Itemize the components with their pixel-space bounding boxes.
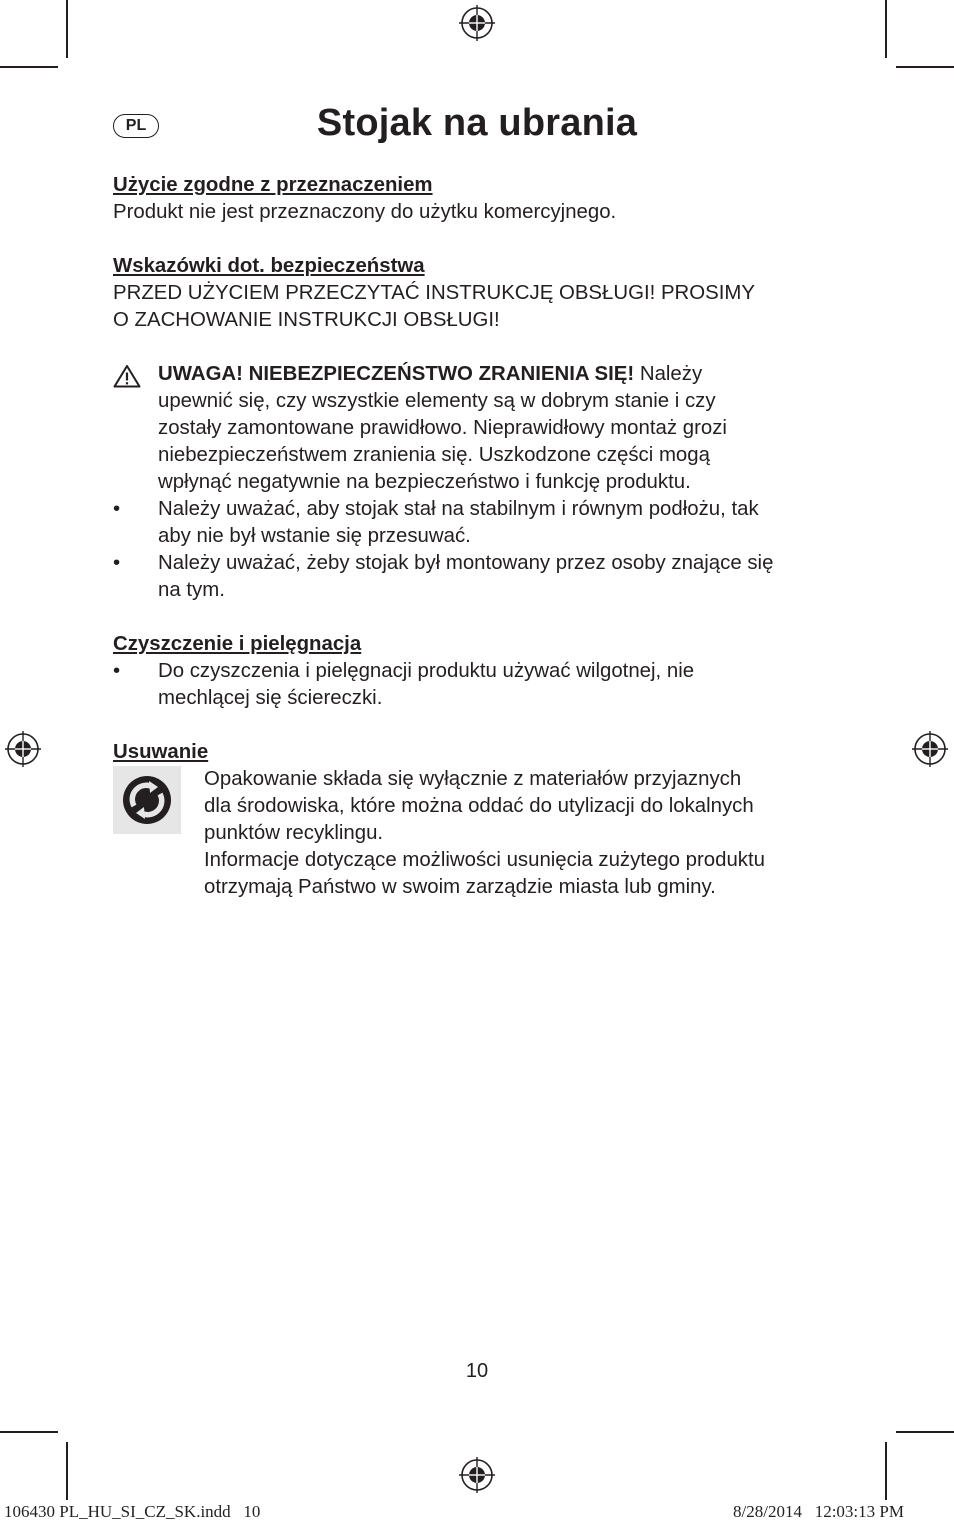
section-intended-use [113, 172, 853, 226]
section-heading: Użycie zgodne z przeznaczeniem [113, 174, 433, 196]
warning-label: UWAGA! NIEBEZPIECZEŃSTWO ZRANIENIA SIĘ! [158, 363, 635, 385]
section-cleaning [113, 631, 853, 712]
registration-mark-icon [459, 1457, 495, 1493]
bullet-line: mechlącej się ściereczki. [158, 687, 383, 709]
disposal-block [113, 766, 853, 901]
crop-mark [0, 66, 58, 68]
crop-mark [0, 1431, 58, 1433]
manual-content [113, 172, 853, 901]
disposal-line: Informacje dotyczące możliwości usunięcia zużytego produktu [204, 849, 766, 871]
disposal-line: punktów recyklingu. [204, 822, 384, 844]
warning-line [158, 361, 853, 388]
bullet-line: na tym. [158, 579, 225, 601]
warning-line: zostały zamontowane prawidłowo. Nieprawidłowy montaż grozi [158, 417, 727, 439]
bullet-line: Do czyszczenia i pielęgnacji produktu używać wilgotnej, nie [158, 660, 695, 682]
section-disposal [113, 739, 853, 901]
footer-filename: 106430 PL_HU_SI_CZ_SK.indd 10 [4, 1502, 261, 1521]
warning-block [113, 361, 853, 496]
bullet-item [113, 658, 853, 712]
disposal-line: dla środowiska, które można oddać do utylizacji do lokalnych [204, 795, 754, 817]
disposal-line: Opakowanie składa się wyłącznie z materiałów przyjaznych [204, 768, 742, 790]
crop-mark [66, 0, 68, 58]
crop-mark [896, 66, 954, 68]
warning-line: upewnić się, czy wszystkie elementy są w dobrym stanie i czy [158, 390, 716, 412]
section-heading: Czyszczenie i pielęgnacja [113, 633, 362, 655]
bullet-line: Należy uważać, żeby stojak był montowany przez osoby znające się [158, 552, 774, 574]
section-heading: Wskazówki dot. bezpieczeństwa [113, 255, 425, 277]
page-title: Stojak na ubrania [316, 102, 638, 144]
bullet-line: aby nie był wstanie się przesuwać. [158, 525, 471, 547]
language-badge: PL [113, 114, 159, 138]
bullet-item [113, 496, 853, 550]
section-safety [113, 253, 853, 604]
crop-mark [885, 1442, 887, 1500]
bullet-line: Należy uważać, aby stojak stał na stabilnym i równym podłożu, tak [158, 498, 759, 520]
section-heading: Usuwanie [113, 741, 209, 763]
bullet-marker: • [113, 498, 121, 520]
paragraph: Produkt nie jest przeznaczony do użytku komercyjnego. [113, 201, 617, 223]
page-number: 10 [465, 1360, 489, 1382]
crop-mark [66, 1442, 68, 1500]
warning-text: Należy [634, 363, 703, 385]
paragraph-line: O ZACHOWANIE INSTRUKCJI OBSŁUGI! [113, 309, 500, 331]
registration-mark-icon [5, 731, 41, 767]
warning-line: wpłynąć negatywnie na bezpieczeństwo i funkcję produktu. [158, 471, 691, 493]
bullet-marker: • [113, 552, 121, 574]
bullet-marker: • [113, 660, 121, 682]
bullet-item [113, 550, 853, 604]
recycle-icon-box [113, 766, 181, 834]
crop-mark [896, 1431, 954, 1433]
footer-timestamp: 8/28/2014 12:03:13 PM [733, 1502, 904, 1521]
warning-triangle-icon [113, 364, 141, 388]
recycle-green-dot-icon [113, 766, 181, 834]
crop-mark [885, 0, 887, 58]
warning-line: niebezpieczeństwem zranienia się. Uszkodzone części mogą [158, 444, 710, 466]
paragraph-line: PRZED UŻYCIEM PRZECZYTAĆ INSTRUKCJĘ OBSŁUGI! PROSIMY [113, 282, 755, 304]
registration-mark-icon [459, 5, 495, 41]
registration-mark-icon [912, 731, 948, 767]
disposal-line: otrzymają Państwo w swoim zarządzie miasta lub gminy. [204, 876, 716, 898]
